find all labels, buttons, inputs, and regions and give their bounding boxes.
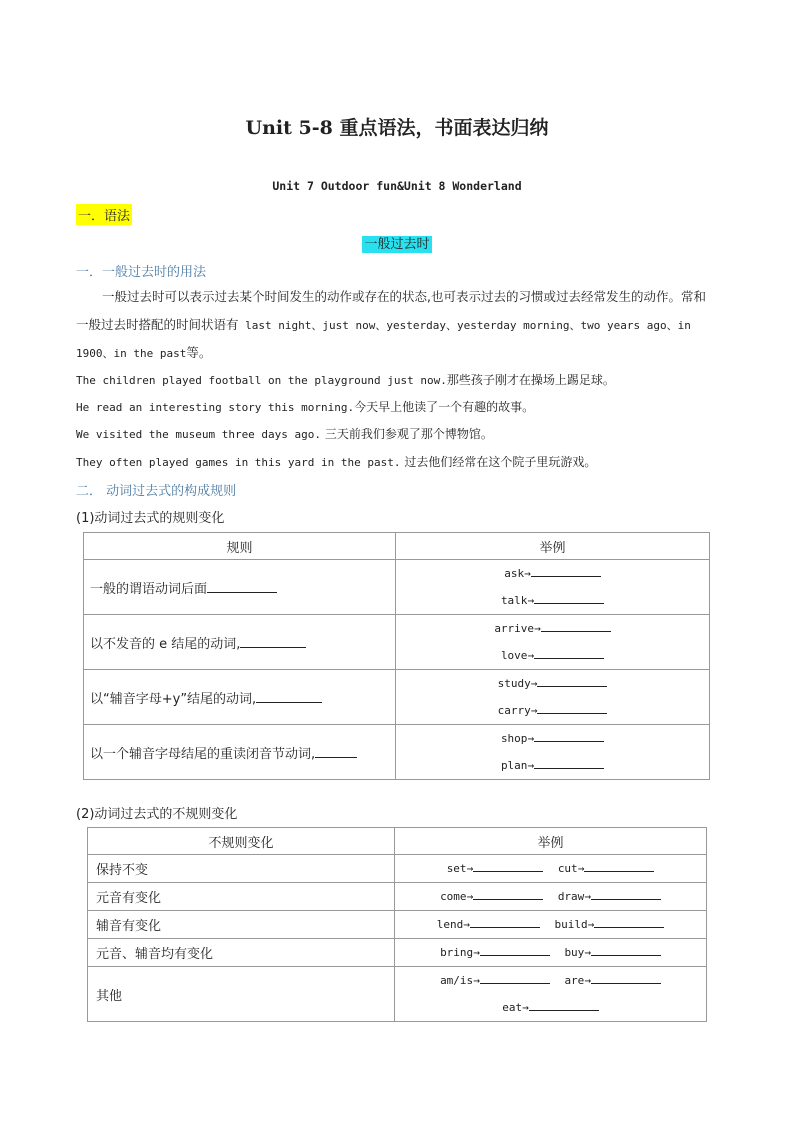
table-row: [84, 725, 710, 780]
example-sentence: They often played games in this yard in the past. 过去他们经常在这个院子里玩游戏。: [76, 455, 597, 469]
answer-blank[interactable]: [584, 859, 654, 872]
example-cell: lend→ build→: [395, 911, 707, 939]
answer-blank[interactable]: [591, 943, 661, 956]
header-rule: 不规则变化: [88, 828, 395, 855]
header-rule: 规则: [84, 533, 396, 560]
rule-cell: 以不发音的 e 结尾的动词,: [84, 615, 396, 670]
grammar-heading: 一．语法: [76, 204, 132, 225]
table-row: [84, 560, 710, 615]
answer-blank[interactable]: [480, 971, 550, 984]
time-words: last night、just now、yesterday、yesterday morning、two years ago、in 1900、in the past: [76, 318, 691, 360]
table-row: [88, 939, 707, 967]
table-header-row: [84, 533, 710, 560]
answer-blank[interactable]: [534, 756, 604, 769]
rule-cell: 保持不变: [88, 855, 395, 883]
table-row: [88, 967, 707, 1022]
answer-blank[interactable]: [537, 674, 607, 687]
answer-blank[interactable]: [531, 564, 601, 577]
answer-blank[interactable]: [473, 887, 543, 900]
answer-blank[interactable]: [256, 690, 322, 703]
answer-blank[interactable]: [470, 915, 540, 928]
usage-end: 等。: [186, 345, 212, 360]
answer-blank[interactable]: [541, 619, 611, 632]
table-header-row: [88, 828, 707, 855]
usage-paragraph: [76, 283, 716, 368]
irregular-verbs-table: [87, 827, 707, 1022]
section1-heading: 一．一般过去时的用法: [76, 265, 207, 280]
rule-cell: 其他: [88, 967, 395, 1022]
rule-cell: 以一个辅音字母结尾的重读闭音节动词,: [84, 725, 396, 780]
table2-caption: (2)动词过去式的不规则变化: [76, 807, 238, 822]
rule-cell: 一般的谓语动词后面: [84, 560, 396, 615]
answer-blank[interactable]: [534, 591, 604, 604]
example-sentence: He read an interesting story this morning.今天早上他读了一个有趣的故事。: [76, 400, 535, 414]
table-row: [88, 855, 707, 883]
header-example: 举例: [395, 828, 707, 855]
rule-cell: 以“辅音字母+y”结尾的动词,: [84, 670, 396, 725]
rule-cell: 元音、辅音均有变化: [88, 939, 395, 967]
table-row: [88, 911, 707, 939]
example-cell: shop→ plan→: [396, 725, 710, 780]
example-cell: set→ cut→: [395, 855, 707, 883]
example-sentence: We visited the museum three days ago. 三天前我们参观了那个博物馆。: [76, 427, 493, 441]
answer-blank[interactable]: [473, 859, 543, 872]
table-row: [84, 615, 710, 670]
example-sentence: The children played football on the playground just now.那些孩子刚才在操场上踢足球。: [76, 373, 615, 387]
page-subtitle: Unit 7 Outdoor fun&Unit 8 Wonderland: [272, 179, 522, 193]
example-cell: am/is→ are→ eat→: [395, 967, 707, 1022]
page-title: Unit 5-8 重点语法，书面表达归纳: [245, 117, 549, 139]
answer-blank[interactable]: [594, 915, 664, 928]
answer-blank[interactable]: [529, 998, 599, 1011]
example-cell: ask→ talk→: [396, 560, 710, 615]
rule-cell: 辅音有变化: [88, 911, 395, 939]
topic-heading: [0, 233, 794, 252]
answer-blank[interactable]: [534, 646, 604, 659]
answer-blank[interactable]: [480, 943, 550, 956]
answer-blank[interactable]: [534, 729, 604, 742]
topic-heading-text: 一般过去时: [364, 237, 430, 252]
answer-blank[interactable]: [591, 887, 661, 900]
answer-blank[interactable]: [207, 580, 277, 593]
section2-heading: 二． 动词过去式的构成规则: [76, 484, 237, 499]
example-cell: bring→ buy→: [395, 939, 707, 967]
table1-caption: (1)动词过去式的规则变化: [76, 511, 225, 526]
answer-blank[interactable]: [240, 635, 306, 648]
rule-cell: 元音有变化: [88, 883, 395, 911]
table-row: [84, 670, 710, 725]
header-example: 举例: [396, 533, 710, 560]
answer-blank[interactable]: [591, 971, 661, 984]
table-row: [88, 883, 707, 911]
example-cell: come→ draw→: [395, 883, 707, 911]
answer-blank[interactable]: [537, 701, 607, 714]
usage-text: 一般过去时可以表示过去某个时间发生的动作或存在的状态,也可表示过去的习惯或过去经常发生的动作。常和一般过去时搭配的时间状语有: [76, 289, 706, 332]
answer-blank[interactable]: [315, 745, 357, 758]
example-cell: study→ carry→: [396, 670, 710, 725]
regular-verbs-table: [83, 532, 710, 780]
example-cell: arrive→ love→: [396, 615, 710, 670]
